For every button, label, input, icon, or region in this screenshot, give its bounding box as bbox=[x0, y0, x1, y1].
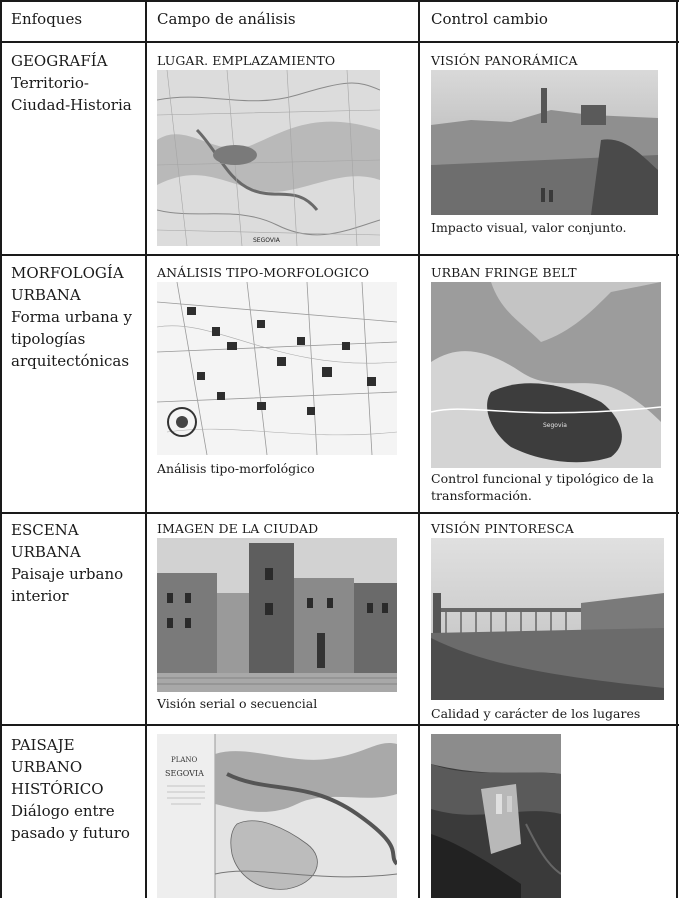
row1-control-caption: Impacto visual, valor conjunto. bbox=[431, 220, 627, 235]
row1-control-title: VISIÓN PANORÁMICA bbox=[431, 53, 578, 68]
aerial-photo-image bbox=[431, 734, 561, 898]
row3-control-title: VISIÓN PINTORESCA bbox=[431, 521, 574, 536]
row-divider-2 bbox=[0, 512, 679, 514]
row4-focus-title-line-2: URBANO bbox=[11, 758, 83, 776]
row2-focus-line-1: Forma urbana y bbox=[11, 308, 132, 326]
row2-focus bbox=[11, 262, 132, 372]
morphological-map-image bbox=[157, 282, 397, 455]
fringe-belt-map-image bbox=[431, 282, 661, 468]
header-campo-analisis: Campo de análisis bbox=[157, 10, 296, 28]
row2-analysis-caption: Análisis tipo-morfológico bbox=[157, 461, 315, 476]
row1-focus-line-1: Territorio- bbox=[11, 74, 89, 92]
row4-focus bbox=[11, 734, 130, 844]
row3-focus-line-2: interior bbox=[11, 587, 69, 605]
column-divider-2 bbox=[418, 0, 420, 898]
header-enfoques: Enfoques bbox=[11, 10, 83, 28]
row3-analysis-title: IMAGEN DE LA CIUDAD bbox=[157, 521, 319, 536]
row2-focus-line-3: arquitectónicas bbox=[11, 352, 130, 370]
row4-focus-line-2: pasado y futuro bbox=[11, 824, 130, 842]
topographic-map-image bbox=[157, 70, 380, 246]
row2-analysis-title: ANÁLISIS TIPO-MORFOLOGICO bbox=[157, 265, 370, 280]
row-divider-1 bbox=[0, 254, 679, 256]
row2-control-caption-line-1: Control funcional y tipológico de la bbox=[431, 471, 654, 486]
row3-focus-title-line-2: URBANA bbox=[11, 543, 81, 561]
row3-analysis-caption: Visión serial o secuencial bbox=[157, 696, 318, 711]
row1-focus-title: GEOGRAFÍA bbox=[11, 52, 108, 70]
row3-focus bbox=[11, 519, 123, 607]
row1-focus bbox=[11, 50, 132, 116]
column-divider-1 bbox=[145, 0, 147, 898]
row2-control-title: URBAN FRINGE BELT bbox=[431, 265, 577, 280]
header-divider bbox=[0, 41, 679, 43]
table-border-left bbox=[0, 0, 2, 898]
plan-title-segovia: SEGOVIA bbox=[165, 769, 204, 778]
row2-control-caption bbox=[431, 470, 654, 504]
table-border-top bbox=[0, 0, 679, 2]
plan-title-plano: PLANO bbox=[171, 756, 198, 764]
row1-analysis-title: LUGAR. EMPLAZAMIENTO bbox=[157, 53, 336, 68]
row2-focus-title-line-2: URBANA bbox=[11, 286, 81, 304]
picturesque-view-image bbox=[431, 538, 664, 700]
map-label-segovia-fringe: Segovia bbox=[543, 422, 567, 429]
row3-control-caption: Calidad y carácter de los lugares bbox=[431, 706, 641, 721]
row4-focus-title-line-3: HISTÓRICO bbox=[11, 780, 104, 798]
row1-focus-line-2: Ciudad-Historia bbox=[11, 96, 132, 114]
historic-city-plan-image bbox=[157, 734, 397, 898]
row3-focus-title-line-1: ESCENA bbox=[11, 521, 79, 539]
row4-focus-line-1: Diálogo entre bbox=[11, 802, 115, 820]
row-divider-3 bbox=[0, 724, 679, 726]
panoramic-view-image bbox=[431, 70, 658, 215]
row4-focus-title-line-1: PAISAJE bbox=[11, 736, 75, 754]
row2-focus-line-2: tipologías bbox=[11, 330, 86, 348]
row3-focus-line-1: Paisaje urbano bbox=[11, 565, 124, 583]
table-border-right bbox=[676, 0, 678, 898]
city-square-photo bbox=[157, 538, 397, 692]
map-label-segovia: SEGOVIA bbox=[253, 237, 280, 244]
header-control-cambio: Control cambio bbox=[431, 10, 548, 28]
row2-control-caption-line-2: transformación. bbox=[431, 488, 532, 503]
row2-focus-title-line-1: MORFOLOGÍA bbox=[11, 264, 124, 282]
